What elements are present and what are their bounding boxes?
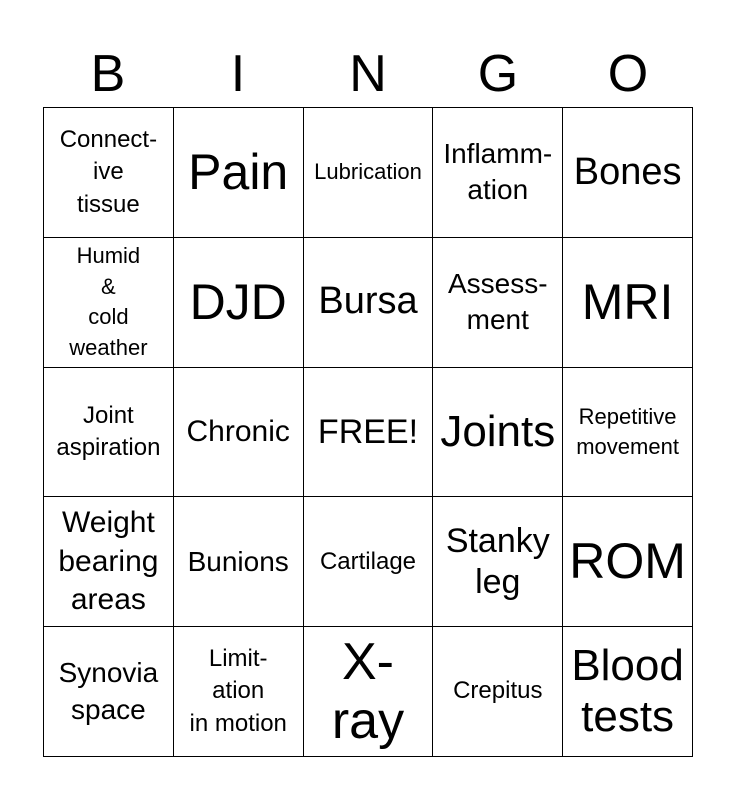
bingo-cell-humid-cold-weather: Humid & cold weather	[44, 238, 174, 368]
bingo-cell-bursa: Bursa	[304, 238, 434, 368]
bingo-cell-weight-bearing-areas: Weight bearing areas	[44, 497, 174, 627]
header-letter-o: O	[607, 45, 649, 103]
bingo-cell-joint-aspiration: Joint aspiration	[44, 368, 174, 498]
bingo-cell-connective-tissue: Connect- ive tissue	[44, 108, 174, 238]
bingo-cell-rom: ROM	[563, 497, 693, 627]
bingo-cell-bones: Bones	[563, 108, 693, 238]
header-letter-b: B	[90, 45, 126, 103]
bingo-cell-blood-tests: Blood tests	[563, 627, 693, 757]
header-letter-g: G	[477, 45, 519, 103]
bingo-cell-x-ray: X- ray	[304, 627, 434, 757]
bingo-cell-synovia-space: Synovia space	[44, 627, 174, 757]
bingo-cell-joints: Joints	[433, 368, 563, 498]
header-letter-i: I	[230, 45, 246, 103]
bingo-cell-free: FREE!	[304, 368, 434, 498]
bingo-cell-bunions: Bunions	[174, 497, 304, 627]
bingo-cell-chronic: Chronic	[174, 368, 304, 498]
bingo-cell-pain: Pain	[174, 108, 304, 238]
bingo-cell-mri: MRI	[563, 238, 693, 368]
bingo-grid	[43, 107, 693, 757]
bingo-cell-inflammation: Inflamm- ation	[433, 108, 563, 238]
bingo-cell-crepitus: Crepitus	[433, 627, 563, 757]
header-letter-n: N	[349, 45, 387, 103]
bingo-cell-djd: DJD	[174, 238, 304, 368]
bingo-cell-lubrication: Lubrication	[304, 108, 434, 238]
bingo-cell-cartilage: Cartilage	[304, 497, 434, 627]
bingo-cell-assessment: Assess- ment	[433, 238, 563, 368]
bingo-cell-limitation-in-motion: Limit- ation in motion	[174, 627, 304, 757]
bingo-cell-stanky-leg: Stanky leg	[433, 497, 563, 627]
bingo-cell-repetitive-movement: Repetitive movement	[563, 368, 693, 498]
bingo-header	[43, 44, 693, 104]
